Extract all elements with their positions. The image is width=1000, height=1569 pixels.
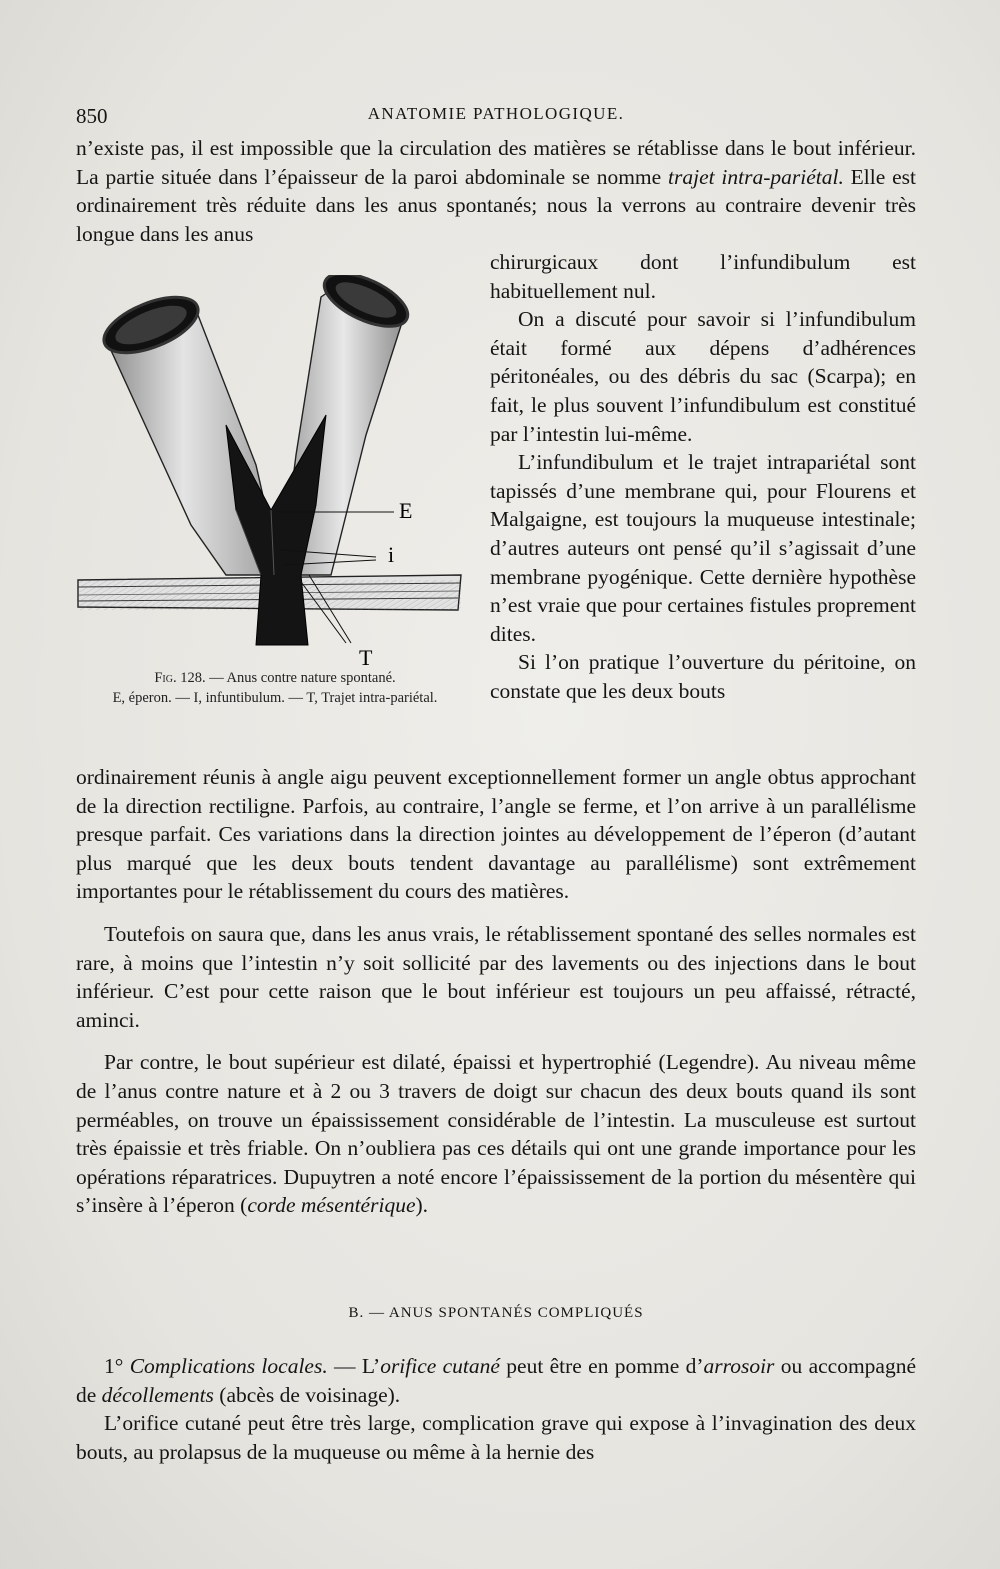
caption-title: — Anus contre nature spontané. xyxy=(209,670,396,686)
para5: Toutefois on saura que, dans les anus vrais, le rétablissement spontané des selles normales est rare, à moins que l’intestin n’y soit sollicité par des lavements ou des injections dans le bout inférieur. C’est pour cette raison que le bout inférieur est toujours un peu affaissé, rétracté, aminci. xyxy=(76,921,916,1032)
p1-t1: — L’ xyxy=(327,1354,381,1378)
wrap-para3: L’infundibulum et le trajet intrapariétal sont tapissés d’une membrane qui, pour Flourens et Malgaigne, est toujours la muqueuse intestinale; d’autres auteurs ont pensé qu’il s’agissait d’une membrane pyogénique. Cette dernière hypothèse n’est vraie que pour certaines fistules proprement dites. xyxy=(490,450,916,646)
running-title: ANATOMIE PATHOLOGIQUE. xyxy=(367,104,625,123)
section-text xyxy=(76,1352,916,1466)
section-para2: L’orifice cutané peut être très large, complication grave qui expose à l’invagination des deux bouts, au prolapsus de la muqueuse ou même à la hernie des xyxy=(76,1411,916,1464)
p1-num: 1° xyxy=(104,1354,124,1378)
caption-legend: E, éperon. — I, infuntibulum. — T, Trajet intra-pariétal. xyxy=(112,690,438,706)
wrap-para2: On a discuté pour savoir si l’infundibulum était formé aux dépens d’adhérences péritonéales, ou des débris du sac (Scarpa); en fait, le plus souvent l’infundibulum est constitué par l’intestin lui-même. xyxy=(490,307,916,446)
para4-rest: ordinairement réunis à angle aigu peuvent exceptionnellement former un angle obtus approchant de la direction rectiligne. Parfois, au contraire, l’angle se ferme, et l’on arrive à un parallélisme presque parfait. Ces variations dans la direction jointes au développement de l’éperon (d’autant plus marqué que les deux bouts tendent davantage au parallélisme) sont extrêmement importantes pour le rétablissement du cours des matières. xyxy=(76,765,916,904)
wrap-line1: chirurgicaux dont l’infundibulum est habituellement nul. xyxy=(490,250,916,303)
p1-italic4: décollements xyxy=(101,1382,214,1407)
anatomical-figure xyxy=(76,275,471,675)
label-E: E xyxy=(399,498,413,523)
running-head xyxy=(76,104,916,130)
top-text: n’existe pas, il est impossible que la circulation des matières se rétablisse dans le bout inférieur. La partie située dans l’épaisseur de la paroi abdominale se nomme xyxy=(76,136,916,189)
section-heading: B. — ANUS SPONTANÉS COMPLIQUÉS xyxy=(348,1305,644,1321)
para6 xyxy=(76,1048,916,1220)
top-text-italic: trajet intra-pariétal. xyxy=(668,164,844,189)
page-number: 850 xyxy=(76,104,108,128)
caption-label: Fig. 128. xyxy=(154,670,206,686)
p1-t4: (abcès de voisinage). xyxy=(213,1382,401,1407)
para6-italic: corde mésentérique xyxy=(247,1193,416,1218)
wrap-para4-start: Si l’on pratique l’ouverture du péritoine, on constate que les deux bouts xyxy=(490,650,916,703)
label-i: i xyxy=(388,542,395,567)
top-text-end: Elle est ordinairement très réduite dans les anus spontanés; nous la verrons au contraire devenir très longue dans les anus xyxy=(76,164,916,246)
label-T: T xyxy=(359,645,373,670)
para6-a: Par contre, le bout supérieur est dilaté, épaissi et hypertrophié (Legendre). Au niveau même de l’anus contre nature et à 2 ou 3 travers de doigt sur chacun des deux bouts quand ils sont perméables, on trouve un épaississement considérable de l’intestin. La musculeuse est surtout très épaissie et très friable. On n’oubliera pas ces détails qui ont une grande importance pour les opérations réparatrices. Dupuytren a noté encore l’épaississement de la portion du mésentère qui s’insère à l’éperon ( xyxy=(76,1050,916,1218)
wrap-column xyxy=(490,248,916,706)
para6-end: ). xyxy=(415,1193,429,1218)
p1-italic1: Complications locales. xyxy=(129,1354,328,1378)
p1-t3: ou accompagné de xyxy=(76,1354,917,1407)
p1-italic3: arrosoir xyxy=(703,1354,775,1378)
section-para1 xyxy=(76,1352,916,1409)
body-text xyxy=(76,763,916,1220)
top-paragraph xyxy=(76,134,916,248)
figure-caption xyxy=(76,668,474,708)
p1-italic2: orifice cutané xyxy=(380,1354,500,1378)
p1-t2: peut être en pomme d’ xyxy=(499,1354,704,1378)
